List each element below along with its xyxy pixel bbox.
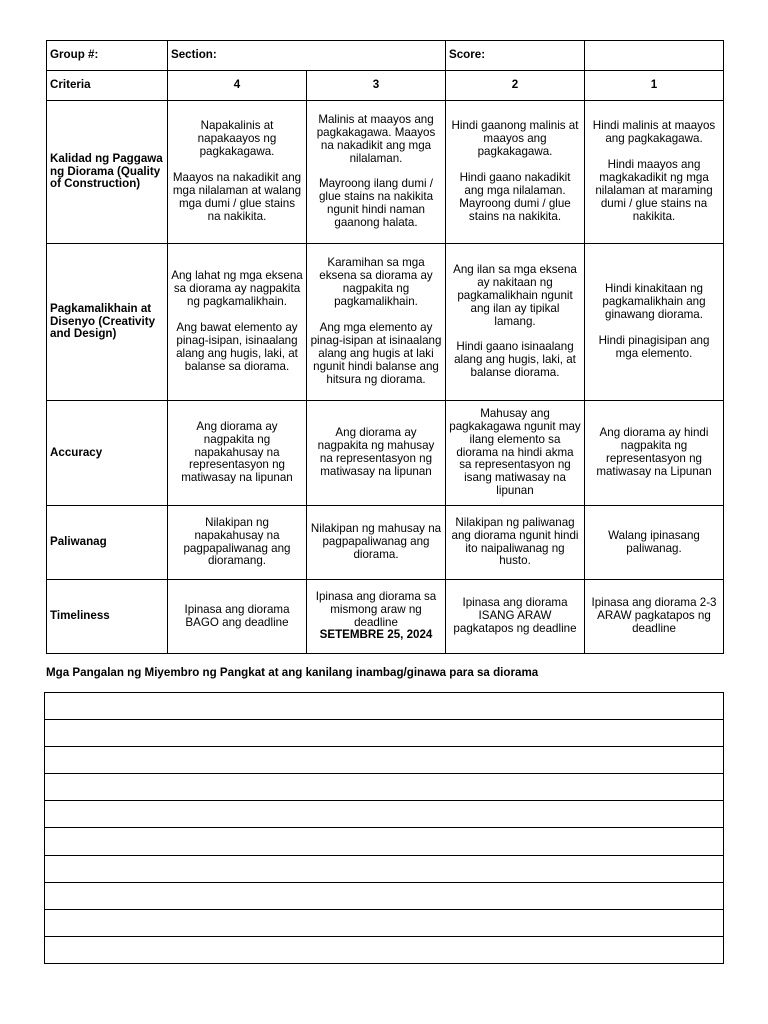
member-entry[interactable]: [45, 909, 724, 936]
criteria-cell: Hindi gaanong malinis at maayos ang pagkakagawa. Hindi gaano nakadikit ang mga nilalaman. Mayroong dumi / glue stains na nakikita.: [446, 101, 585, 244]
score-column-3: 3: [307, 71, 446, 101]
criteria-name: Pagkamalikhain at Disenyo (Creativity and Design): [47, 244, 168, 401]
header-row: [47, 41, 724, 71]
criteria-name: Accuracy: [47, 401, 168, 506]
criteria-cell: Ang ilan sa mga eksena ay nakitaan ng pagkamalikhain ngunit ang ilan ay tipikal lamang. Hindi gaano isinaalang alang ang hugis, laki, at balanse diorama.: [446, 244, 585, 401]
criteria-cell-text: Ipinasa ang diorama sa mismong araw ng deadline: [315, 589, 437, 629]
criteria-header-row: [47, 71, 724, 101]
member-entry[interactable]: [45, 801, 724, 828]
criteria-row-paliwanag: [47, 506, 724, 580]
criteria-cell: [307, 580, 446, 654]
member-line: [45, 720, 724, 747]
criteria-cell: Ang diorama ay nagpakita ng napakahusay na representasyon ng matiwasay na lipunan: [168, 401, 307, 506]
member-line: [45, 774, 724, 801]
members-title: Mga Pangalan ng Miyembro ng Pangkat at ang kanilang inambag/ginawa para sa diorama: [46, 666, 539, 679]
score-column-1: 1: [585, 71, 724, 101]
member-entry[interactable]: [45, 747, 724, 774]
criteria-cell: Ipinasa ang diorama BAGO ang deadline: [168, 580, 307, 654]
criteria-name: Timeliness: [47, 580, 168, 654]
criteria-cell: Mahusay ang pagkakagawa ngunit may ilang elemento sa diorama na hindi akma sa representasyon ng isang matiwasay na lipunan: [446, 401, 585, 506]
criteria-cell: Ang diorama ay nagpakita ng mahusay na representasyon ng matiwasay na lipunan: [307, 401, 446, 506]
rubric-table: [46, 40, 724, 654]
criteria-cell: Walang ipinasang paliwanag.: [585, 506, 724, 580]
criteria-cell: Hindi malinis at maayos ang pagkakagawa. Hindi maayos ang magkakadikit ng mga nilalaman at maraming dumi / glue stains na nakikita.: [585, 101, 724, 244]
criteria-cell: Ipinasa ang diorama ISANG ARAW pagkatapos ng deadline: [446, 580, 585, 654]
criteria-label: Criteria: [47, 71, 168, 101]
score-column-4: 4: [168, 71, 307, 101]
score-label: Score:: [446, 41, 585, 71]
member-line: [45, 693, 724, 720]
score-column-2: 2: [446, 71, 585, 101]
deadline-date: SETEMBRE 25, 2024: [319, 628, 433, 642]
members-table: [44, 692, 724, 964]
criteria-cell: Nilakipan ng napakahusay na pagpapaliwanag ang dioramang.: [168, 506, 307, 580]
criteria-cell: Karamihan sa mga eksena sa diorama ay nagpakita ng pagkamalikhain. Ang mga elemento ay pinag-isipan at isinaalang alang ang hugis at laki ngunit hindi balanse ang hitsura ng diorama.: [307, 244, 446, 401]
member-line: [45, 747, 724, 774]
member-line: [45, 882, 724, 909]
criteria-row-creativity: [47, 244, 724, 401]
member-line: [45, 909, 724, 936]
criteria-cell: Hindi kinakitaan ng pagkamalikhain ang ginawang diorama. Hindi pinagisipan ang mga elemento.: [585, 244, 724, 401]
group-number-label: Group #:: [47, 41, 168, 71]
criteria-cell: Ipinasa ang diorama 2-3 ARAW pagkatapos ng deadline: [585, 580, 724, 654]
criteria-row-accuracy: [47, 401, 724, 506]
criteria-row-timeliness: [47, 580, 724, 654]
criteria-row-quality: [47, 101, 724, 244]
member-line: [45, 855, 724, 882]
criteria-cell: Nilakipan ng mahusay na pagpapaliwanag ang diorama.: [307, 506, 446, 580]
score-field[interactable]: [585, 41, 724, 71]
criteria-cell: Nilakipan ng paliwanag ang diorama ngunit hindi ito naipaliwanag ng husto.: [446, 506, 585, 580]
member-entry[interactable]: [45, 693, 724, 720]
section-label: Section:: [168, 41, 446, 71]
criteria-cell: Malinis at maayos ang pagkakagawa. Maayos na nakadikit ang mga nilalaman. Mayroong ilang dumi / glue stains na nakikita ngunit hindi naman gaanong halata.: [307, 101, 446, 244]
member-entry[interactable]: [45, 774, 724, 801]
member-line: [45, 936, 724, 963]
member-entry[interactable]: [45, 855, 724, 882]
criteria-cell: Ang lahat ng mga eksena sa diorama ay nagpakita ng pagkamalikhain. Ang bawat elemento ay pinag-isipan, isinaalang alang ang hugis, laki, at balanse sa diorama.: [168, 244, 307, 401]
criteria-name: Kalidad ng Paggawa ng Diorama (Quality of Construction): [47, 101, 168, 244]
member-entry[interactable]: [45, 720, 724, 747]
criteria-name: Paliwanag: [47, 506, 168, 580]
criteria-cell: Ang diorama ay hindi nagpakita ng representasyon ng matiwasay na Lipunan: [585, 401, 724, 506]
member-line: [45, 801, 724, 828]
member-line: [45, 828, 724, 855]
member-entry[interactable]: [45, 882, 724, 909]
member-entry[interactable]: [45, 936, 724, 963]
criteria-cell: Napakalinis at napakaayos ng pagkakagawa. Maayos na nakadikit ang mga nilalaman at walang mga dumi / glue stains na nakikita.: [168, 101, 307, 244]
member-entry[interactable]: [45, 828, 724, 855]
